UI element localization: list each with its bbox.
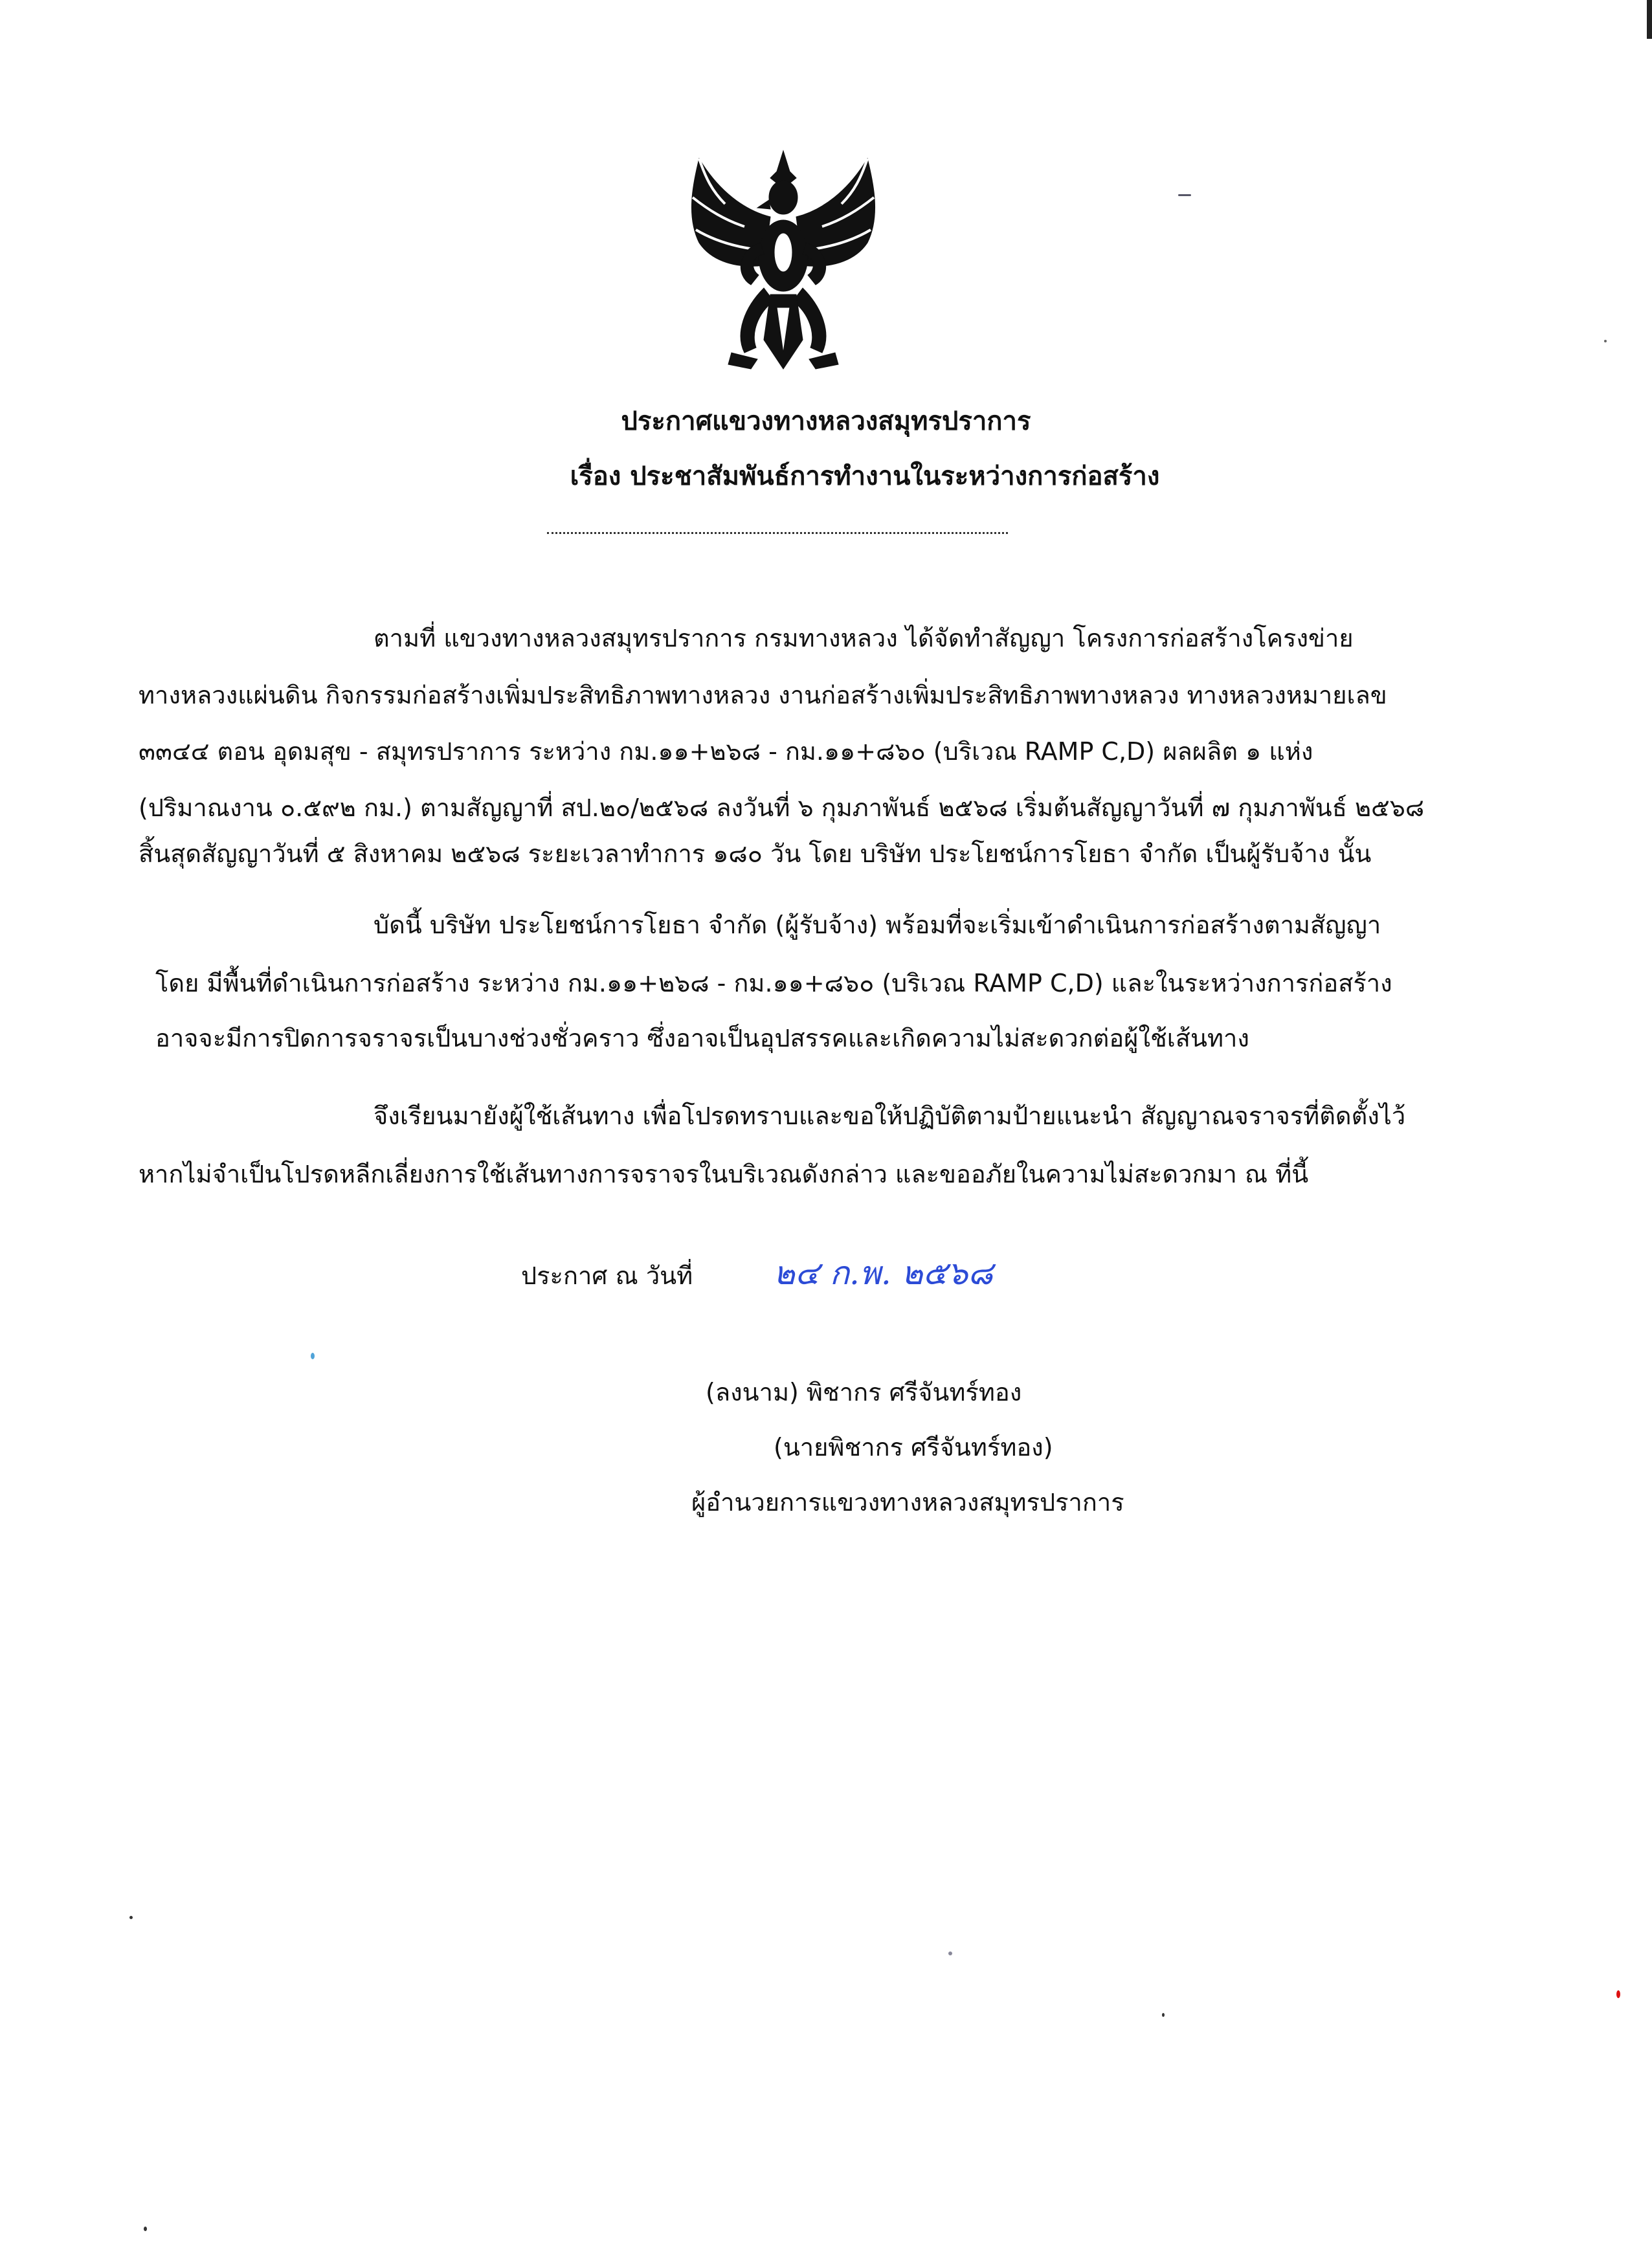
scan-edge-mark (1647, 0, 1652, 39)
signatory-position: ผู้อำนวยการแขวงทางหลวงสมุทรปราการ (691, 1488, 1124, 1517)
announcement-date-label: ประกาศ ณ วันที่ (521, 1262, 693, 1290)
paragraph-2-line-1: บัดนี้ บริษัท ประโยชน์การโยธา จำกัด (ผู้รับจ้าง) พร้อมที่จะเริ่มเข้าดำเนินการก่อสร้างตามสัญญา (374, 911, 1381, 939)
paragraph-2-line-3: อาจจะมีการปิดการจราจรเป็นบางช่วงชั่วคราว ซึ่งอาจเป็นอุปสรรคและเกิดความไม่สะดวกต่อผู้ใช้เส้นทาง (155, 1024, 1249, 1052)
document-subject: เรื่อง ประชาสัมพันธ์การทำงานในระหว่างการก่อสร้าง (570, 461, 1160, 491)
scan-speck (1604, 340, 1607, 342)
document-title: ประกาศแขวงทางหลวงสมุทรปราการ (621, 406, 1031, 436)
handwritten-date: ๒๔ ก.พ. ๒๕๖๘ (774, 1254, 993, 1292)
paragraph-3-line-1: จึงเรียนมายังผู้ใช้เส้นทาง เพื่อโปรดทราบและขอให้ปฏิบัติตามป้ายแนะนำ สัญญาณจราจรที่ติดตั้งไว้ (374, 1102, 1406, 1130)
paragraph-1-line-4: (ปริมาณงาน ๐.๕๙๒ กม.) ตามสัญญาที่ สป.๒๐/๒๕๖๘ ลงวันที่ ๖ กุมภาพันธ์ ๒๕๖๘ เริ่มต้นสัญญาวันที่ ๗ กุมภาพันธ์ ๒๕๖๘ (139, 794, 1425, 822)
scan-speck (1616, 1990, 1620, 1998)
scan-speck (1178, 194, 1191, 196)
garuda-emblem-icon (673, 146, 893, 379)
paragraph-2-line-2: โดย มีพื้นที่ดำเนินการก่อสร้าง ระหว่าง กม.๑๑+๒๖๘ - กม.๑๑+๘๖๐ (บริเวณ RAMP C,D) และในระหว่างการก่อสร้าง (155, 969, 1392, 997)
paragraph-1-line-2: ทางหลวงแผ่นดิน กิจกรรมก่อสร้างเพิ่มประสิทธิภาพทางหลวง งานก่อสร้างเพิ่มประสิทธิภาพทางหลวง ทางหลวงหมายเลข (139, 681, 1387, 709)
paragraph-1-line-3: ๓๓๔๔ ตอน อุดมสุข - สมุทรปราการ ระหว่าง กม.๑๑+๒๖๘ - กม.๑๑+๘๖๐ (บริเวณ RAMP C,D) ผลผลิต ๑ แห่ง (139, 737, 1313, 766)
scan-speck (1162, 2013, 1165, 2017)
scan-speck (311, 1353, 315, 1359)
title-divider (547, 532, 1008, 534)
paragraph-1-line-5: สิ้นสุดสัญญาวันที่ ๕ สิงหาคม ๒๕๖๘ ระยะเวลาทำการ ๑๘๐ วัน โดย บริษัท ประโยชน์การโยธา จำกัด เป็นผู้รับจ้าง นั้น (139, 839, 1372, 868)
paragraph-3-line-2: หากไม่จำเป็นโปรดหลีกเลี่ยงการใช้เส้นทางการจราจรในบริเวณดังกล่าว และขออภัยในความไม่สะดวกมา ณ ที่นี้ (139, 1160, 1309, 1188)
scan-speck (129, 1916, 133, 1919)
scan-speck (144, 2227, 147, 2231)
signature-line: (ลงนาม) พิชากร ศรีจันทร์ทอง (706, 1378, 1022, 1406)
paragraph-1-line-1: ตามที่ แขวงทางหลวงสมุทรปราการ กรมทางหลวง ได้จัดทำสัญญา โครงการก่อสร้างโครงข่าย (374, 624, 1354, 652)
scan-speck (948, 1951, 952, 1955)
signatory-name: (นายพิชากร ศรีจันทร์ทอง) (774, 1433, 1053, 1462)
